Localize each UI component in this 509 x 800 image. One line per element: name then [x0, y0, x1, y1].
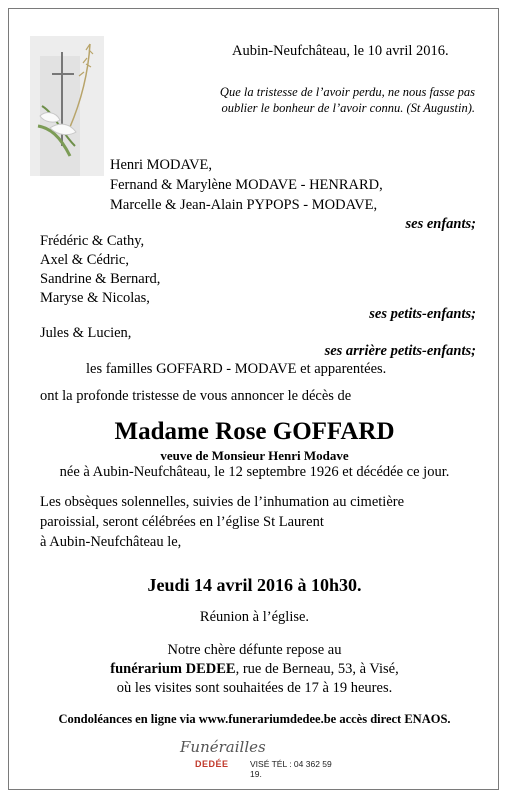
quote-line-1: Que la tristesse de l’avoir perdu, ne nous fasse pas	[219, 85, 475, 99]
families-line: les familles GOFFARD - MODAVE et apparentées.	[86, 361, 387, 377]
cross-lily-illustration	[30, 36, 104, 176]
funerarium-address: , rue de Berneau, 53, à Visé,	[235, 661, 399, 677]
condolences-line: Condoléances en ligne via www.funerariumdedee.be accès direct ENAOS.	[58, 712, 451, 726]
funeral-datetime: Jeudi 14 avril 2016 à 10h30.	[147, 575, 362, 595]
child-name: Henri MODAVE,	[110, 157, 213, 173]
grandchild-name: Maryse & Nicolas,	[40, 290, 150, 306]
logo-brand: DEDÉE	[195, 759, 229, 769]
announcement-intro: ont la profonde tristesse de vous annoncer le décès de	[40, 388, 352, 404]
place-date: Aubin-Neufchâteau, le 10 avril 2016.	[232, 43, 449, 59]
grandchild-name: Frédéric & Cathy,	[40, 233, 145, 249]
great-grandchildren-label: ses arrière petits-enfants;	[324, 343, 476, 359]
grandchild-name: Axel & Cédric,	[40, 252, 129, 268]
funeral-home-logo	[180, 738, 340, 778]
funeral-line-1: Les obsèques solennelles, suivies de l’inhumation au cimetière	[40, 494, 405, 510]
great-grandchild-name: Jules & Lucien,	[40, 325, 132, 341]
funerarium-line-1: Notre chère défunte repose au	[167, 642, 342, 658]
gathering: Réunion à l’église.	[199, 609, 310, 625]
birth-death: née à Aubin-Neufchâteau, le 12 septembre 1926 et décédée ce jour.	[59, 464, 450, 480]
visiting-hours: où les visites sont souhaitées de 17 à 19 heures.	[116, 680, 393, 696]
grandchildren-label: ses petits-enfants;	[369, 306, 476, 322]
funeral-line-2: paroissial, seront célébrées en l’église St Laurent	[40, 514, 324, 530]
logo-script: Funérailles	[180, 738, 266, 756]
funerarium-name: funérarium DEDEE	[110, 661, 236, 677]
quote-line-2: oublier le bonheur de l’avoir connu. (St Augustin).	[221, 101, 475, 115]
children-label: ses enfants;	[405, 216, 476, 232]
grandchild-name: Sandrine & Bernard,	[40, 271, 161, 287]
funerarium-line-2	[0, 661, 509, 678]
child-name: Marcelle & Jean-Alain PYPOPS - MODAVE,	[110, 197, 378, 213]
funeral-line-3: à Aubin-Neufchâteau le,	[40, 534, 182, 550]
logo-tel: VISÉ TÉL : 04 362 59 19.	[250, 759, 332, 779]
deceased-name: Madame Rose GOFFARD	[114, 418, 395, 445]
widow-of: veuve de Monsieur Henri Modave	[160, 448, 349, 463]
child-name: Fernand & Marylène MODAVE - HENRARD,	[110, 177, 383, 193]
